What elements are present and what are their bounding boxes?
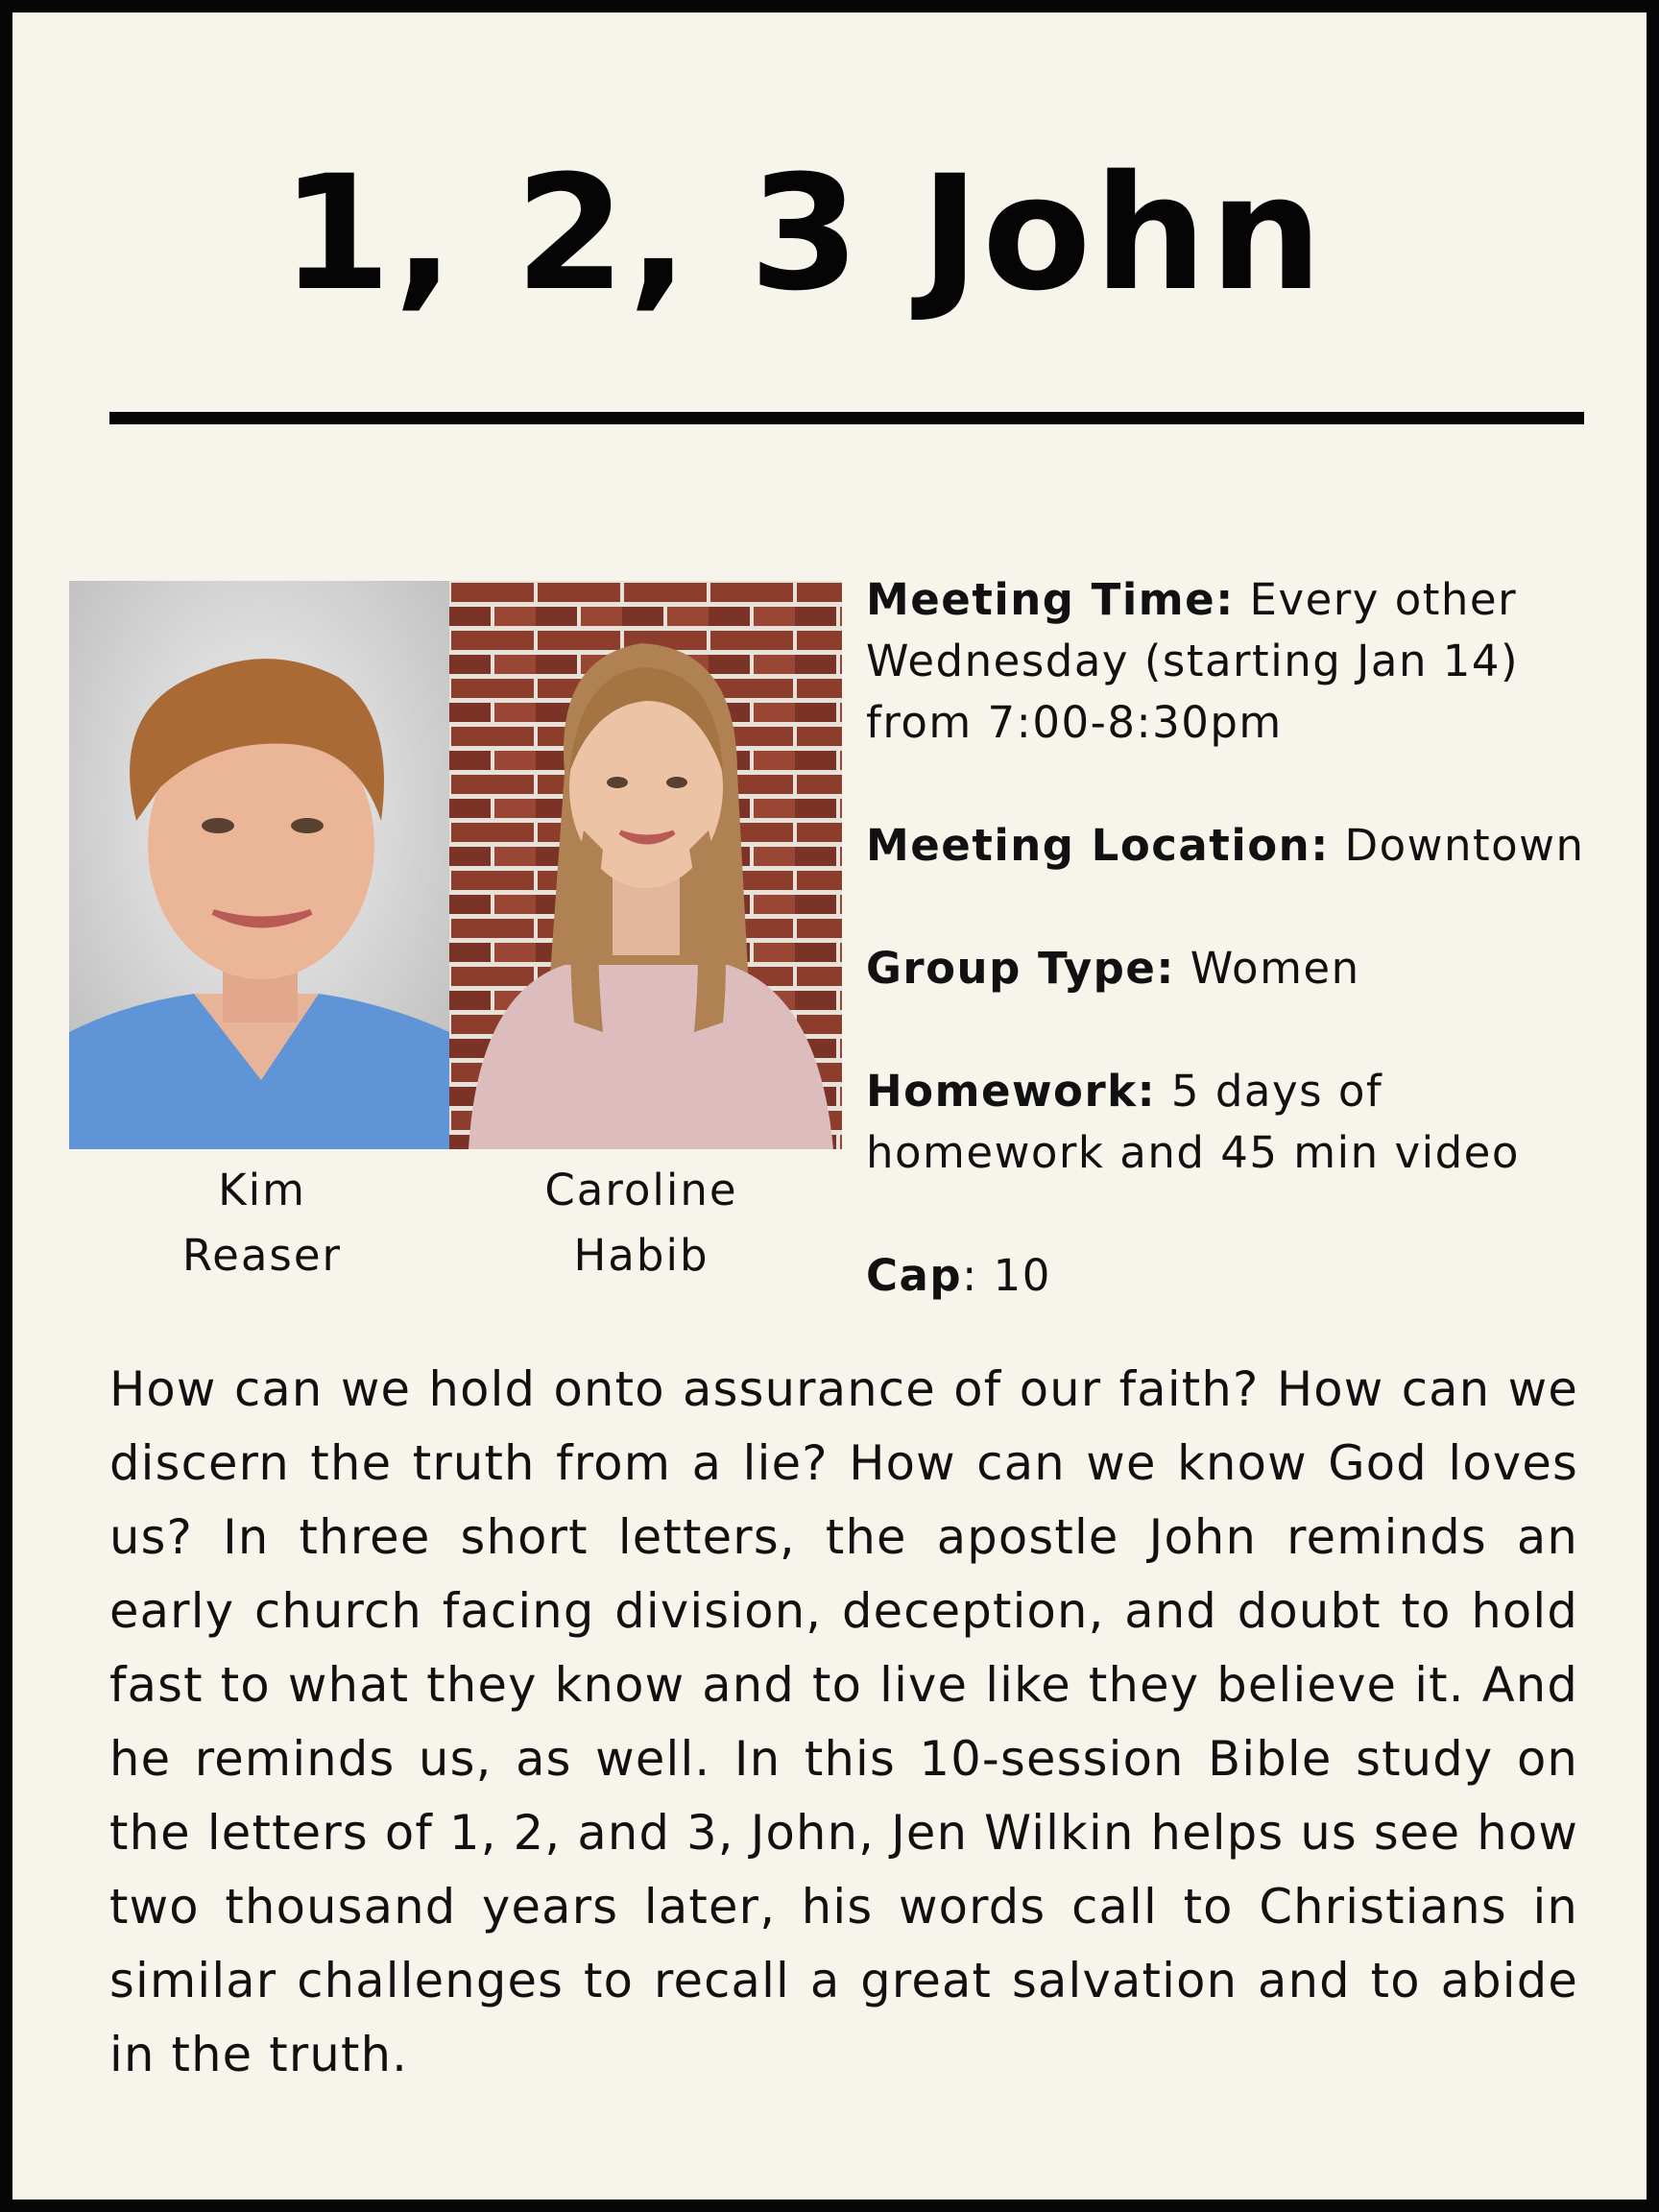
title-divider: [109, 412, 1584, 424]
detail-label: Meeting Time:: [866, 574, 1235, 625]
detail-label: Group Type:: [866, 943, 1175, 994]
detail-value: : 10: [962, 1250, 1051, 1301]
detail-label: Cap: [866, 1250, 963, 1301]
detail-value: 5 days of homework and 45 min video: [866, 1066, 1520, 1178]
detail-cap: [866, 1245, 1596, 1307]
detail-homework: [866, 1061, 1596, 1184]
detail-label: Meeting Location:: [866, 820, 1330, 871]
leader-first-name: Kim: [218, 1165, 306, 1215]
leader-last-name: Habib: [573, 1230, 709, 1281]
kim-reaser-photo: [69, 581, 449, 1149]
page-title: 1, 2, 3 John: [280, 141, 1326, 325]
detail-value: Downtown: [1344, 820, 1585, 871]
caroline-habib-photo: [449, 581, 842, 1149]
detail-label: Homework:: [866, 1066, 1157, 1117]
detail-meeting-location: [866, 815, 1596, 877]
group-details: [866, 569, 1596, 1368]
detail-group-type: [866, 938, 1596, 999]
study-description: How can we hold onto assurance of our faith? How can we discern the truth from a lie? How can we know God loves us? In three short letters, the apostle John reminds an early church facing division, deception, and doubt to hold fast to what they know and to live like they believe it. And he reminds us, as well. In this 10-session Bible study on the letters of 1, 2, and 3, John, Jen Wilkin helps us see how two thousand years later, his words call to Christians in similar challenges to recall a great salvation and to abide in the truth.: [109, 1361, 1578, 2082]
leader-last-name: Reaser: [181, 1230, 343, 1281]
leader-caption-caroline: [497, 1158, 785, 1288]
detail-value: Women: [1190, 943, 1360, 994]
detail-meeting-time: [866, 569, 1596, 754]
leader-caption-kim: [118, 1158, 406, 1288]
leader-first-name: Caroline: [544, 1165, 738, 1215]
detail-value: Every other Wednesday (starting Jan 14) from 7:00-8:30pm: [866, 574, 1520, 748]
